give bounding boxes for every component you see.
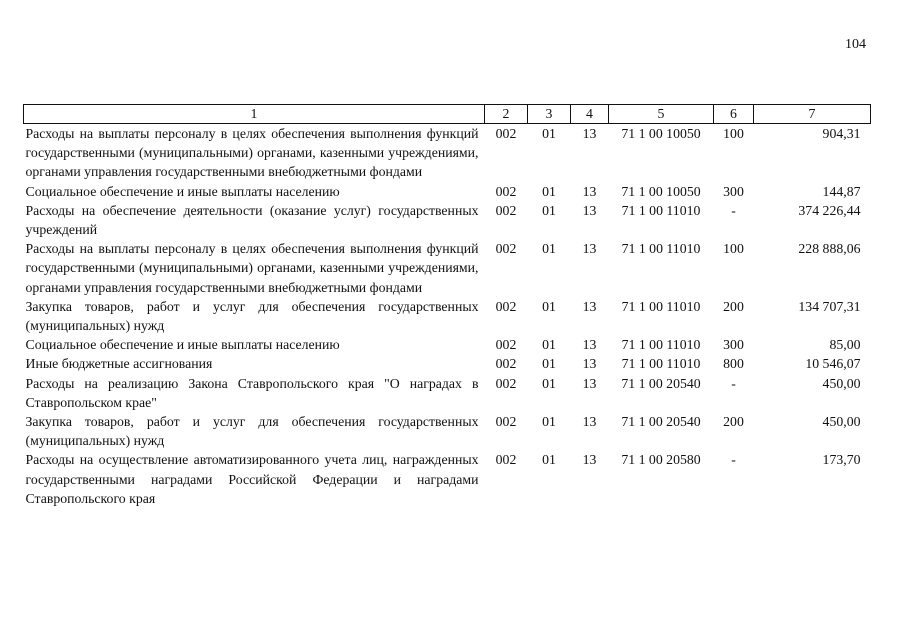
row-target-article: 71 1 00 11010	[621, 298, 701, 314]
row-amount: 450,00	[822, 375, 861, 391]
table-row	[24, 182, 871, 201]
header-col-4: 4	[571, 105, 609, 124]
row-amount: 450,00	[822, 414, 861, 430]
page-number: 104	[845, 37, 866, 52]
row-expense-type: 200	[723, 414, 744, 430]
table-row	[24, 354, 871, 373]
row-description: Расходы на осуществление автоматизированного учета лиц, награжденных государственными наградами Российской Федерации и наградами Ставропольского края	[25, 452, 479, 506]
row-description: Расходы на реализацию Закона Ставропольского края "О наградах в Ставропольском крае"	[25, 375, 479, 410]
row-amount: 134 707,31	[798, 298, 861, 314]
row-subsection: 13	[582, 337, 597, 353]
row-description: Иные бюджетные ассигнования	[25, 356, 213, 372]
header-col-2: 2	[485, 105, 528, 124]
row-expense-type: 100	[723, 241, 744, 257]
row-target-article: 71 1 00 11010	[621, 202, 701, 218]
row-target-article: 71 1 00 20540	[621, 375, 701, 391]
budget-table	[23, 104, 871, 508]
row-section: 01	[542, 414, 556, 430]
row-amount: 173,70	[822, 452, 861, 468]
row-admin-code: 002	[495, 375, 517, 391]
table-row	[24, 297, 871, 335]
row-admin-code: 002	[495, 452, 517, 468]
row-description: Расходы на обеспечение деятельности (оказание услуг) государственных учреждений	[25, 202, 479, 238]
row-description: Закупка товаров, работ и услуг для обеспечения государственных (муниципальных) нужд	[25, 414, 479, 449]
row-admin-code: 002	[495, 298, 517, 314]
row-admin-code: 002	[495, 183, 517, 199]
row-target-article: 71 1 00 11010	[621, 356, 701, 372]
row-section: 01	[542, 375, 556, 391]
row-admin-code: 002	[495, 241, 517, 257]
table-row	[24, 450, 871, 508]
row-expense-type: 300	[723, 337, 744, 353]
row-description: Закупка товаров, работ и услуг для обеспечения государственных (муниципальных) нужд	[25, 298, 479, 334]
row-subsection: 13	[582, 356, 597, 372]
table-row	[24, 335, 871, 354]
row-expense-type: -	[731, 202, 736, 218]
row-expense-type: -	[731, 452, 736, 468]
row-section: 01	[542, 356, 556, 372]
table-row	[24, 201, 871, 239]
row-section: 01	[542, 337, 556, 353]
row-section: 01	[542, 452, 556, 468]
row-admin-code: 002	[495, 356, 517, 372]
header-col-5: 5	[609, 105, 714, 124]
row-subsection: 13	[582, 452, 597, 468]
row-amount: 904,31	[822, 126, 861, 141]
row-expense-type: 800	[723, 356, 744, 372]
row-amount: 144,87	[822, 183, 861, 199]
row-section: 01	[542, 241, 556, 257]
row-description: Расходы на выплаты персоналу в целях обеспечения выполнения функций государственными (муниципальными) органами, казенными учреждениями, органами управления государственными внебюджетными фондами	[25, 126, 479, 180]
header-col-7: 7	[754, 105, 871, 124]
header-col-6: 6	[714, 105, 754, 124]
table-row	[24, 412, 871, 450]
row-description: Социальное обеспечение и иные выплаты населению	[25, 337, 340, 353]
row-target-article: 71 1 00 11010	[621, 241, 701, 257]
row-admin-code: 002	[495, 337, 517, 353]
row-amount: 374 226,44	[798, 202, 861, 218]
row-amount: 10 546,07	[805, 356, 861, 372]
row-target-article: 71 1 00 11010	[621, 337, 701, 353]
row-admin-code: 002	[495, 414, 517, 430]
row-section: 01	[542, 126, 556, 141]
table-row	[24, 374, 871, 412]
table-row	[24, 239, 871, 297]
row-section: 01	[542, 183, 556, 199]
row-subsection: 13	[582, 241, 597, 257]
row-subsection: 13	[582, 414, 597, 430]
row-description: Расходы на выплаты персоналу в целях обеспечения выполнения функций государственными (муниципальными) органами, казенными учреждениями, органами управления государственными внебюджетными фондами	[25, 241, 479, 295]
row-description: Социальное обеспечение и иные выплаты населению	[25, 183, 340, 199]
row-subsection: 13	[582, 375, 597, 391]
row-expense-type: 100	[723, 126, 744, 141]
header-row	[24, 105, 871, 124]
row-expense-type: 300	[723, 183, 744, 199]
row-target-article: 71 1 00 20540	[621, 414, 701, 430]
row-subsection: 13	[582, 202, 597, 218]
header-col-1: 1	[24, 105, 485, 124]
row-subsection: 13	[582, 183, 597, 199]
row-target-article: 71 1 00 10050	[621, 183, 701, 199]
header-col-3: 3	[528, 105, 571, 124]
row-subsection: 13	[582, 298, 597, 314]
row-admin-code: 002	[495, 202, 517, 218]
row-amount: 228 888,06	[798, 241, 861, 257]
row-subsection: 13	[582, 126, 597, 141]
row-expense-type: 200	[723, 298, 744, 314]
row-target-article: 71 1 00 10050	[621, 126, 701, 141]
row-admin-code: 002	[495, 126, 517, 141]
row-expense-type: -	[731, 375, 736, 391]
row-amount: 85,00	[829, 337, 861, 353]
row-section: 01	[542, 202, 556, 218]
table-row	[24, 124, 871, 182]
row-section: 01	[542, 298, 556, 314]
row-target-article: 71 1 00 20580	[621, 452, 701, 468]
